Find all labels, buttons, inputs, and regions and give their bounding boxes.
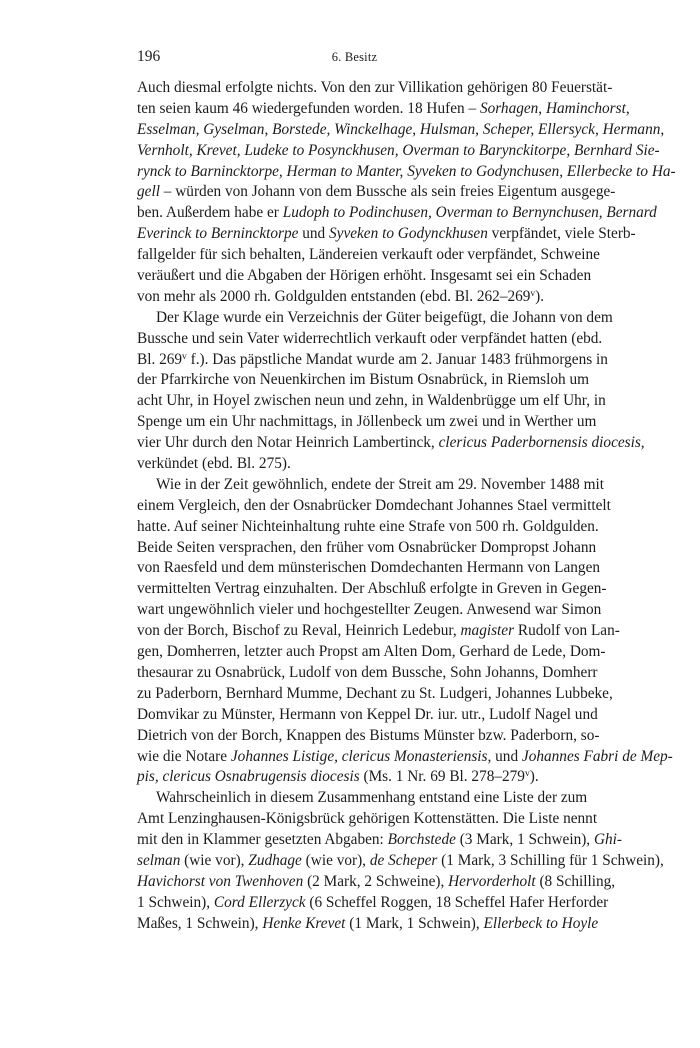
superscript: v: [524, 769, 530, 780]
text-span: Bussche und sein Vater widerrechtlich verkauft oder verpfändet hatten (ebd.: [137, 329, 603, 347]
text-span: Beide Seiten versprachen, den früher vom Osnabrücker Dompropst Johann: [137, 538, 597, 556]
italic-span: Esselman, Gyselman, Borstede, Winckelhage, Hulsman, Scheper, Ellersyck, Hermann,: [137, 120, 665, 138]
text-span: – würden von Johann von dem Bussche als sein freies Eigentum ausgege-: [159, 183, 616, 201]
text-span: mit den in Klammer gesetzten Abgaben:: [137, 831, 388, 849]
text-span: und: [298, 225, 329, 243]
text-line: [137, 893, 609, 914]
text-span: von Raesfeld und dem münsterischen Domdechanten Hermann von Langen: [137, 559, 601, 577]
text-line: [137, 747, 673, 768]
text-span: Wahrscheinlich in diesem Zusammenhang entstand eine Liste der zum: [156, 789, 588, 807]
text-line: [137, 224, 636, 245]
running-head: 6. Besitz: [331, 50, 378, 64]
text-line: [137, 412, 597, 433]
text-span: Rudolf von Lan-: [514, 622, 620, 640]
text-span: vier Uhr durch den Notar Heinrich Lambertinck,: [137, 434, 439, 452]
text-line: [137, 99, 630, 120]
text-line: [137, 78, 613, 99]
superscript: v: [530, 288, 536, 299]
text-line: [137, 914, 599, 935]
italic-span: Johannes Fabri de Mep-: [521, 747, 673, 765]
text-line: [137, 120, 665, 141]
text-span: acht Uhr, in Hoyel zwischen neun und zehn, in Waldenbrügge um elf Uhr, in: [137, 392, 606, 410]
text-line: [137, 266, 592, 287]
italic-span: Syveken to Godynckhusen: [329, 225, 488, 243]
text-span: vermittelten Vertrag einzuhalten. Der Abschluß erfolgte in Greven in Gegen-: [137, 580, 607, 598]
italic-span: Sorhagen, Haminchorst,: [479, 99, 630, 117]
text-line: [137, 308, 613, 329]
text-span: Maßes, 1 Schwein),: [137, 914, 263, 932]
text-line: [137, 496, 611, 517]
text-line: [137, 329, 603, 350]
text-span: (1 Mark, 1 Schwein),: [345, 914, 484, 932]
text-span: (3 Mark, 1 Schwein),: [455, 831, 594, 849]
italic-span: pis, clericus Osnabrugensis diocesis: [137, 768, 360, 786]
text-span: (Ms. 1 Nr. 69 Bl. 278–279: [359, 768, 525, 786]
text-span: (wie vor),: [180, 851, 249, 869]
text-line: [137, 391, 606, 412]
italic-span: Henke Krevet: [262, 914, 346, 932]
text-span: verkündet (ebd. Bl. 275).: [137, 455, 291, 473]
text-line: [137, 726, 600, 747]
italic-span: Ludoph to Podinchusen, Overman to Bernynchusen, Bernard: [282, 204, 657, 222]
italic-span: Ghi-: [593, 831, 623, 849]
italic-span: selman: [137, 851, 181, 869]
text-span: ).: [535, 287, 545, 305]
italic-span: de Scheper: [369, 851, 438, 869]
text-span: veräußert und die Abgaben der Hörigen erhöht. Insgesamt sei ein Schaden: [137, 267, 592, 285]
text-span: Amt Lenzinghausen-Königsbrück gehörigen Kottenstätten. Die Liste nennt: [137, 810, 598, 828]
text-span: Bl. 269: [137, 350, 183, 368]
text-span: wart ungewöhnlich vieler und hochgestellter Zeugen. Anwesend war Simon: [137, 601, 602, 619]
text-line: [137, 433, 645, 454]
text-line: [137, 642, 606, 663]
text-span: (2 Mark, 2 Schweine),: [303, 872, 449, 890]
text-span: Auch diesmal erfolgte nichts. Von den zur Villikation gehörigen 80 Feuerstät-: [137, 79, 613, 96]
text-span: Der Klage wurde ein Verzeichnis der Güter beigefügt, die Johann von dem: [156, 308, 613, 326]
text-span: ).: [529, 768, 539, 786]
text-span: zu Paderborn, Bernhard Mumme, Dechant zu St. Ludgeri, Johannes Lubbeke,: [137, 684, 613, 702]
italic-span: Zudhage: [248, 851, 302, 869]
text-line: [137, 600, 602, 621]
italic-span: Everinck to Bernincktorpe: [137, 225, 299, 243]
text-span: f.). Das päpstliche Mandat wurde am 2. Januar 1483 frühmorgens in: [186, 350, 608, 368]
text-line: [137, 538, 597, 559]
italic-span: Borchstede: [387, 831, 456, 849]
italic-span: gell: [137, 183, 160, 201]
text-line: [137, 558, 601, 579]
body-text: [137, 78, 676, 935]
text-span: (wie vor),: [301, 851, 370, 869]
text-line: [137, 370, 590, 391]
italic-span: Havichorst von Twenhoven: [137, 872, 304, 890]
text-span: Spenge um ein Uhr nachmittags, in Jöllenbeck um zwei und in Werther um: [137, 413, 597, 431]
text-span: gen, Domherren, letzter auch Propst am Alten Dom, Gerhard de Lede, Dom-: [137, 643, 606, 661]
text-line: [137, 182, 616, 203]
text-line: [137, 287, 572, 308]
text-line: [137, 350, 608, 371]
text-span: hatte. Auf seiner Nichteinhaltung ruhte eine Strafe von 500 rh. Goldgulden.: [137, 517, 599, 535]
text-line: [137, 475, 604, 496]
italic-span: Ellerbeck to Hoyle: [483, 914, 599, 932]
text-span: (8 Schilling,: [535, 872, 616, 890]
text-span: Domvikar zu Münster, Hermann von Keppel Dr. iur. utr., Ludolf Nagel und: [137, 705, 598, 723]
text-line: [137, 162, 676, 183]
italic-span: Vernholt, Krevet, Ludeke to Posynckhusen, Overman to Barynckitorpe, Bernhard Sie-: [137, 141, 660, 159]
text-line: [137, 705, 598, 726]
page-header: [137, 48, 572, 70]
italic-span: magister: [460, 622, 515, 640]
text-line: [137, 141, 660, 162]
text-line: [137, 767, 572, 788]
text-span: der Pfarrkirche von Neuenkirchen im Bistum Osnabrück, in Riemsloh um: [137, 371, 590, 389]
text-line: [137, 454, 572, 475]
text-line: [137, 663, 598, 684]
italic-span: Cord Ellerzyck: [213, 893, 306, 911]
text-span: ten seien kaum 46 wiedergefunden worden. 18 Hufen –: [137, 99, 480, 117]
text-line: [137, 517, 599, 538]
text-line: [137, 830, 623, 851]
italic-span: Johannes Listige, clericus Monasteriensis,: [230, 747, 492, 765]
text-span: von der Borch, Bischof zu Reval, Heinrich Ledebur,: [137, 622, 461, 640]
text-span: Wie in der Zeit gewöhnlich, endete der Streit am 29. November 1488 mit: [156, 475, 604, 493]
text-line: [137, 872, 616, 893]
text-line: [137, 203, 657, 224]
text-line: [137, 579, 607, 600]
text-span: und: [491, 747, 522, 765]
text-line: [137, 809, 598, 830]
text-line: [137, 245, 600, 266]
text-span: von mehr als 2000 rh. Goldgulden entstanden (ebd. Bl. 262–269: [137, 287, 531, 305]
text-span: einem Vergleich, den der Osnabrücker Domdechant Johannes Stael vermittelt: [137, 496, 611, 514]
italic-span: rynck to Barnincktorpe, Herman to Manter, Syveken to Godynchusen, Ellerbecke to Ha-: [137, 162, 676, 180]
text-line: [137, 684, 613, 705]
page-number: 196: [137, 48, 161, 65]
text-line: [137, 621, 620, 642]
superscript: v: [182, 351, 187, 362]
text-span: (6 Scheffel Roggen, 18 Scheffel Hafer Herforder: [305, 893, 609, 911]
text-span: wie die Notare: [137, 747, 231, 765]
italic-span: clericus Paderbornensis diocesis,: [438, 434, 645, 452]
text-span: (1 Mark, 3 Schilling für 1 Schwein),: [437, 851, 664, 869]
text-span: 1 Schwein),: [137, 893, 214, 911]
text-line: [137, 788, 588, 809]
text-span: Dietrich von der Borch, Knappen des Bistums Münster bzw. Paderborn, so-: [137, 726, 600, 744]
text-span: ben. Außerdem habe er: [137, 204, 283, 222]
text-span: thesaurar zu Osnabrück, Ludolf von dem Bussche, Sohn Johanns, Domherr: [137, 663, 598, 681]
text-line: [137, 851, 664, 872]
text-span: fallgelder für sich behalten, Ländereien verkauft oder verpfändet, Schweine: [137, 246, 600, 264]
italic-span: Hervorderholt: [448, 872, 536, 890]
text-span: verpfändet, viele Sterb-: [487, 225, 636, 243]
